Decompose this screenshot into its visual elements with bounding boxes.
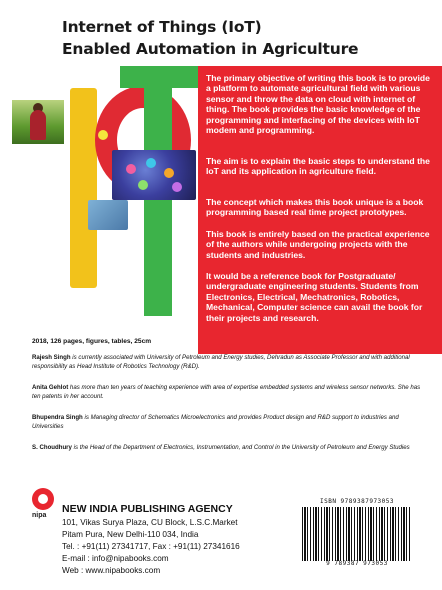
book-title-line1: Internet of Things (IoT) — [62, 18, 262, 36]
author-bio — [32, 353, 422, 371]
description-paragraph: The primary objective of writing this book is to provide a platform to automate agricultural field with various sensor and throw the data on cloud with internet of thing. The book provides the basic knowledge of the programming and interfacing of the devices with IoT modem and programming. — [206, 73, 430, 136]
book-metadata: 2018, 126 pages, figures, tables, 25cm — [32, 338, 152, 345]
author-bio-text: is the Head of the Department of Electronics, Instrumentation, and Control in the University of Petroleum and Energy Studies — [71, 444, 410, 451]
publisher-name: NEW INDIA PUBLISHING AGENCY — [62, 503, 233, 515]
description-paragraph: This book is entirely based on the practical experience of the authors while undergoing projects with the students and industries. — [206, 229, 430, 260]
publisher-logo-text: nipa — [32, 512, 47, 519]
author-bio-text: is currently associated with University of Petroleum and Energy studies, Dehradun as Associate Professor and with additional responsibility as Head Institute of Robotics Technology (R&D). — [32, 354, 410, 370]
publisher-phone: Tel. : +91(11) 27341717, Fax : +91(11) 27341616 — [62, 542, 240, 551]
publisher-website: Web : www.nipabooks.com — [62, 566, 161, 575]
author-name: Bhupendra Singh — [32, 414, 83, 421]
description-paragraph: The concept which makes this book unique is a book programming based real time project prototypes. — [206, 197, 424, 218]
field-tablet-photo — [88, 200, 128, 230]
author-name: Rajesh Singh — [32, 354, 71, 361]
author-bio-text: has more than ten years of teaching experience with area of expertise embedded systems and wireless sensor networks. She has ten patents in her account. — [32, 384, 421, 400]
barcode-number: 9 789387 973053 — [326, 560, 388, 567]
author-bio-text: is Managing director of Schematics Microelectronics and provides Product design and R&D support to industries and Universities — [32, 414, 399, 430]
publisher-address-line: 101, Vikas Surya Plaza, CU Block, L.S.C.Market — [62, 518, 238, 527]
publisher-email: E-mail : info@nipabooks.com — [62, 554, 169, 563]
iot-devices-photo — [112, 150, 196, 200]
book-title-line2: Enabled Automation in Agriculture — [62, 40, 359, 58]
author-name: Anita Gehlot — [32, 384, 69, 391]
iot-letter-i — [70, 88, 97, 288]
author-bio — [32, 443, 422, 452]
author-name: S. Choudhury — [32, 444, 72, 451]
isbn-barcode — [298, 498, 416, 570]
iot-letter-i-dot — [98, 130, 108, 140]
barcode-bars — [302, 507, 412, 561]
author-bio — [32, 413, 422, 431]
description-paragraph: The aim is to explain the basic steps to understand the IoT and its application in agriculture field. — [206, 156, 430, 177]
publisher-address-line: Pitam Pura, New Delhi-110 034, India — [62, 530, 199, 539]
isbn-label: ISBN 9789387973053 — [319, 498, 395, 505]
farmer-photo — [12, 100, 64, 144]
description-paragraph: It would be a reference book for Postgraduate/ undergraduate engineering students. Students from Electronics, Electrical, Mechatronics, Robotics, Mechanical, Computer science can avail the book for their projects and research. — [206, 271, 423, 323]
author-bio — [32, 383, 422, 401]
publisher-logo-inner — [38, 494, 48, 504]
